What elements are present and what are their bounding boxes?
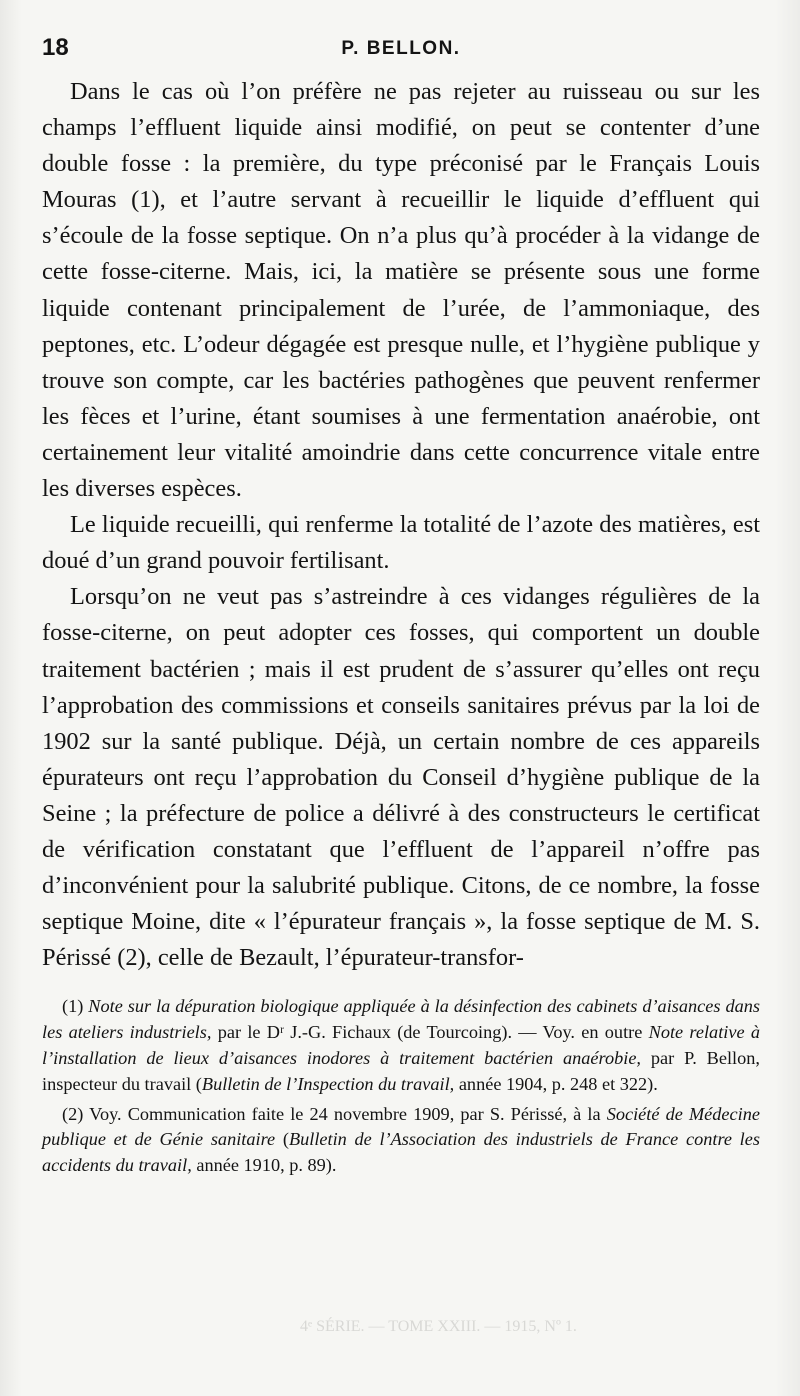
body-text (42, 74, 760, 976)
footnote-1-mark: (1) (62, 996, 84, 1017)
footnote-2-text: Voy. Communication faite le 24 novembre 1909, par S. Périssé, à la (83, 1103, 607, 1124)
footnote-2-mark: (2) (62, 1103, 84, 1124)
footnote-1-reference: année 1904, p. 248 et 322). (454, 1073, 658, 1094)
footnote-1-author: par P. Bellon, inspecteur du travail ( (42, 1047, 760, 1094)
footnote-1-bulletin: Bulletin de l’Inspection du travail, (201, 1073, 455, 1094)
footnote-1 (42, 994, 760, 1097)
footnote-2-paren: ( (275, 1129, 289, 1150)
footnotes (42, 994, 760, 1179)
footnote-1-title: Note sur la dépuration biologique appliquée à la désinfection des cabinets d’aisances dans les ateliers industriels, (42, 996, 760, 1043)
running-head (42, 34, 760, 74)
paragraph-3: Lorsqu’on ne veut pas s’astreindre à ces vidanges régulières de la fosse-citerne, on peut adopter ces fosses, qui comportent un double traitement bactérien ; mais il est prudent de s’assurer qu’elles ont reçu l’approbation des commissions et conseils sanitaires prévus par la loi de 1902 sur la santé publique. Déjà, un certain nombre de ces appareils épurateurs ont reçu l’approbation du Conseil d’hygiène publique de la Seine ; la préfecture de police a délivré à des constructeurs le certificat de vérification constatant que l’effluent de l’appareil n’offre pas d’inconvénient pour la salubrité publique. Citons, de ce nombre, la fosse septique Moine, dite « l’épurateur français », la fosse septique de M. S. Périssé (2), celle de Bezault, l’épurateur-transfor- (42, 583, 760, 972)
footnote-1-text: par le Dʳ J.-G. Fichaux (de Tourcoing). — Voy. en outre (211, 1022, 649, 1043)
paragraph-1: Dans le cas où l’on préfère ne pas rejeter au ruisseau ou sur les champs l’effluent liquide ainsi modifié, on peut se contenter d’une double fosse : la première, du type préconisé par le Français Louis Mouras (1), et l’autre servant à recueillir le liquide d’effluent qui s’écoule de la fosse septique. On n’a plus qu’à procéder à la vidange de cette fosse-citerne. Mais, ici, la matière se présente sous une forme liquide contenant principalement de l’urée, de l’ammoniaque, des peptones, etc. L’odeur dégagée est presque nulle, et l’hygiène publique y trouve son compte, car les bactéries pathogènes que peuvent renfermer les fèces et l’urine, étant soumises à une fermentation anaérobie, ont certainement leur vitalité amoindrie dans cette concurrence vitale entre les diverses espèces. (42, 78, 760, 503)
running-title: P. BELLON. (341, 38, 461, 59)
footnote-2-bulletin: Bulletin de l’Association des industriels de France contre les accidents du travail, (42, 1129, 760, 1176)
page-number: 18 (42, 34, 69, 61)
footnote-2-society: Société de Médecine publique et de Génie sanitaire (42, 1103, 760, 1150)
paragraph-2: Le liquide recueilli, qui renferme la totalité de l’azote des matières, est doué d’un grand pouvoir fertilisant. (42, 511, 760, 575)
show-through-text: 4ᵉ SÉRIE. — TOME XXIII. — 1915, Nº 1. (300, 1318, 577, 1335)
footnote-2-reference: année 1910, p. 89). (191, 1155, 337, 1176)
footnote-2 (42, 1102, 760, 1179)
footnote-1-note-title: Note relative à l’installation de lieux d’aisances inodores à traitement bactérien anaérobie, (42, 1022, 760, 1068)
